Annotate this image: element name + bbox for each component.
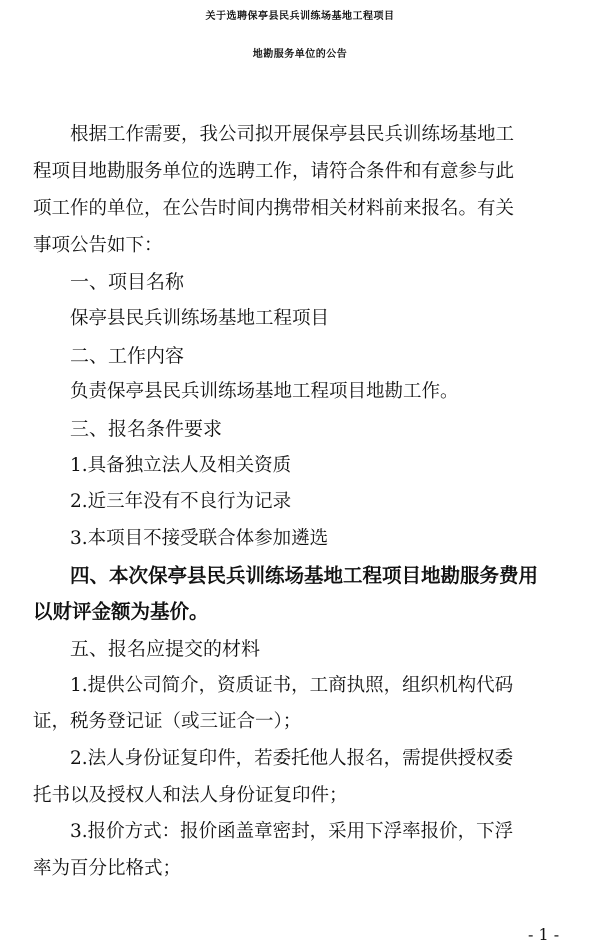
intro-line-4: 事项公告如下： [33, 235, 163, 256]
section-4-line-1: 四、本次保亭县民兵训练场基地工程项目地勘服务费用 [70, 564, 539, 587]
intro-line-3: 项工作的单位，在公告时间内携带相关材料前来报名。有关 [33, 198, 515, 219]
section-2-heading: 二、工作内容 [70, 345, 185, 367]
section-5-line-4: 托书以及授权人和法人身份证复印件； [33, 785, 348, 806]
document-title-line-2: 地勘服务单位的公告 [252, 49, 348, 60]
section-5-heading: 五、报名应提交的材料 [70, 638, 261, 660]
section-3-heading: 三、报名条件要求 [70, 418, 223, 440]
section-2-text: 负责保亭县民兵训练场基地工程项目地勘工作。 [70, 381, 459, 402]
document-title-line-1: 关于选聘保亭县民兵训练场基地工程项目 [205, 11, 395, 22]
section-1-heading: 一、项目名称 [70, 271, 185, 293]
section-5-line-5: 3.报价方式：报价函盖章密封，采用下浮率报价，下浮 [70, 821, 514, 842]
section-5-line-1: 1.提供公司简介，资质证书，工商执照，组织机构代码 [70, 675, 514, 696]
section-5-line-2: 证，税务登记证（或三证合一）； [33, 711, 302, 732]
page-number: - 1 - [528, 925, 560, 944]
intro-line-2: 程项目地勘服务单位的选聘工作，请符合条件和有意参与此 [33, 161, 515, 182]
section-3-item-3: 3.本项目不接受联合体参加遴选 [70, 528, 329, 549]
section-3-item-1: 1.具备独立法人及相关资质 [70, 455, 292, 476]
section-4-line-2: 以财评金额为基价。 [33, 600, 209, 623]
section-5-line-6: 率为百分比格式； [33, 858, 182, 879]
intro-line-1: 根据工作需要，我公司拟开展保亭县民兵训练场基地工 [70, 124, 515, 145]
section-1-text: 保亭县民兵训练场基地工程项目 [70, 308, 330, 329]
section-3-item-2: 2.近三年没有不良行为记录 [70, 491, 292, 512]
section-5-line-3: 2.法人身份证复印件，若委托他人报名，需提供授权委 [70, 748, 514, 769]
